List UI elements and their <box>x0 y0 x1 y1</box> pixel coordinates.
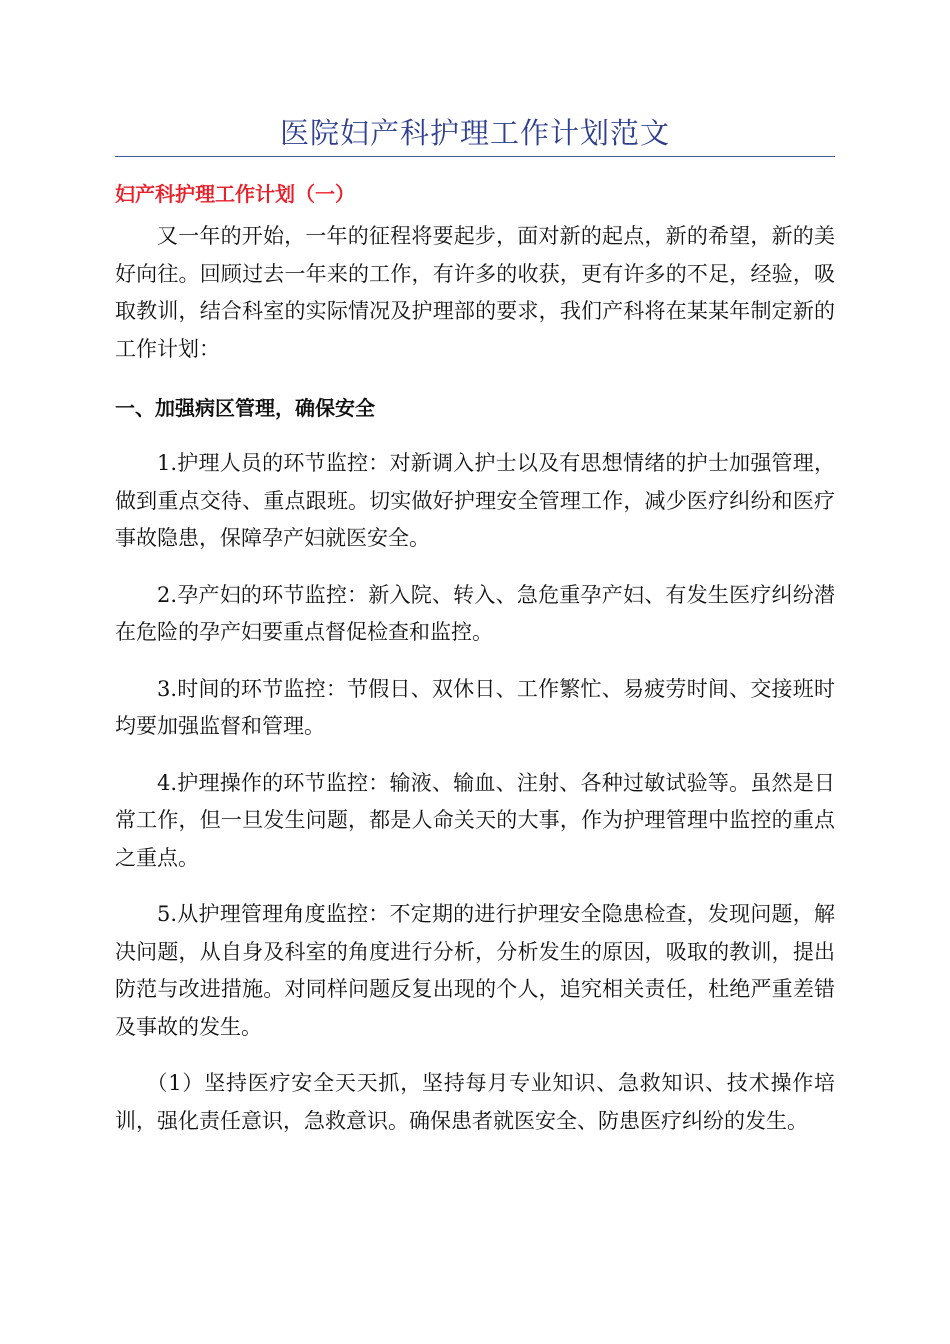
document-page <box>115 112 835 1159</box>
document-title: 医院妇产科护理工作计划范文 <box>115 112 835 157</box>
heading-1: 一、加强病区管理，确保安全 <box>115 396 375 420</box>
list-item: 3.时间的环节监控：节假日、双休日、工作繁忙、易疲劳时间、交接班时均要加强监督和管理。 <box>115 676 835 738</box>
intro-paragraph: 又一年的开始，一年的征程将要起步，面对新的起点，新的希望，新的美好向往。回顾过去一年来的工作，有许多的收获，更有许多的不足，经验，吸取教训，结合科室的实际情况及护理部的要求，我们产科将在某某年制定新的工作计划： <box>115 224 835 361</box>
list-item: 4.护理操作的环节监控：输液、输血、注射、各种过敏试验等。虽然是日常工作，但一旦发生问题，都是人命关天的大事，作为护理管理中监控的重点之重点。 <box>115 770 835 870</box>
section-title: 妇产科护理工作计划（一） <box>115 182 355 206</box>
list-item: 2.孕产妇的环节监控：新入院、转入、急危重孕产妇、有发生医疗纠纷潜在危险的孕产妇要重点督促检查和监控。 <box>115 582 835 644</box>
list-item: 5.从护理管理角度监控：不定期的进行护理安全隐患检查，发现问题，解决问题，从自身及科室的角度进行分析，分析发生的原因，吸取的教训，提出防范与改进措施。对同样问题反复出现的个人，追究相关责任，杜绝严重差错及事故的发生。 <box>115 902 835 1039</box>
list-item: 1.护理人员的环节监控：对新调入护士以及有思想情绪的护士加强管理，做到重点交待、重点跟班。切实做好护理安全管理工作，减少医疗纠纷和医疗事故隐患，保障孕产妇就医安全。 <box>115 451 835 550</box>
sub-item: （1）坚持医疗安全天天抓，坚持每月专业知识、急救知识、技术操作培训，强化责任意识，急救意识。确保患者就医安全、防患医疗纠纷的发生。 <box>115 1071 835 1133</box>
